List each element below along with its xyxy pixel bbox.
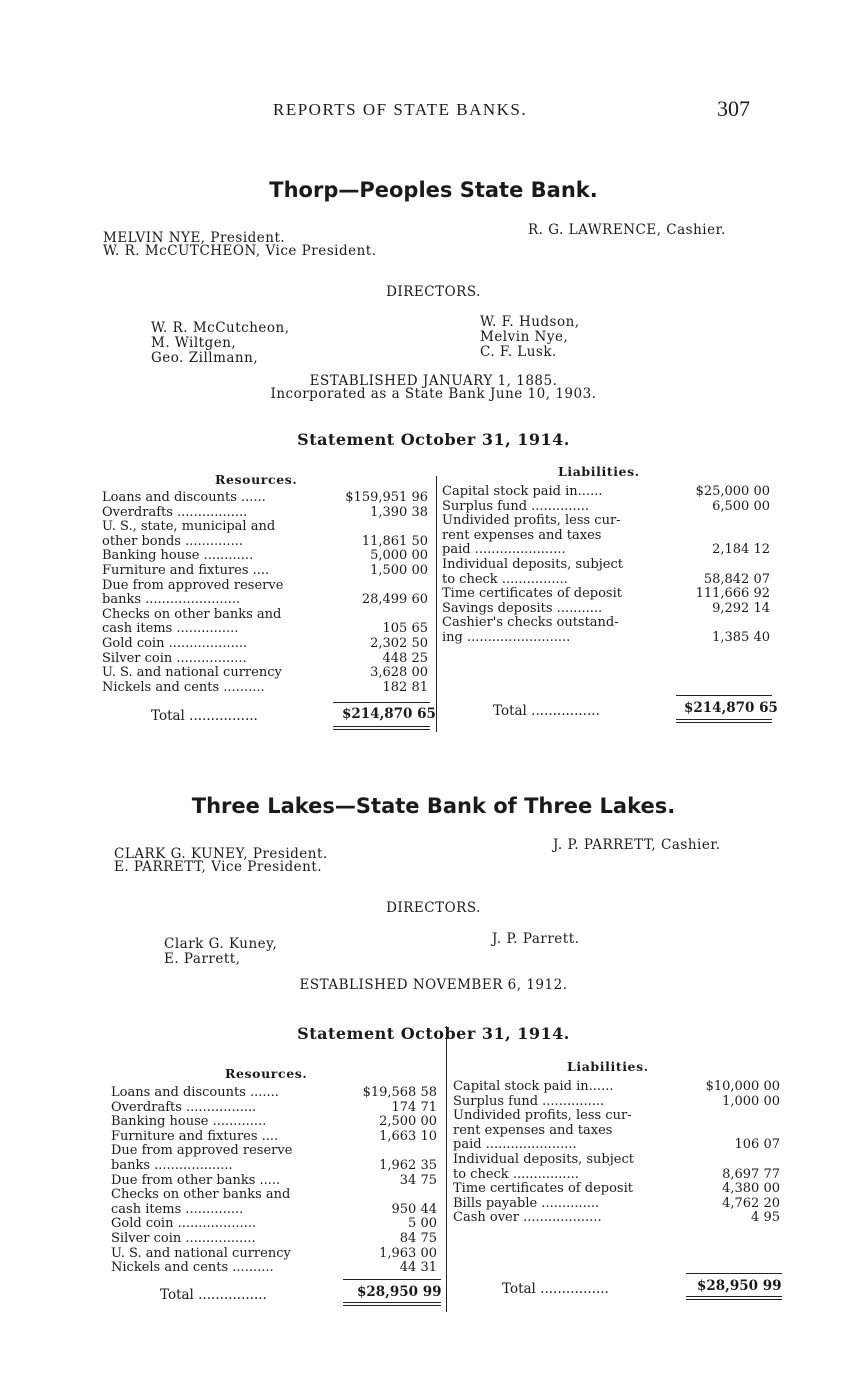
ledger-amount: 106 07 — [734, 1137, 780, 1153]
double-rule — [333, 726, 430, 730]
ledger-row — [111, 1143, 437, 1158]
ledger-label: rent expenses and taxes — [442, 527, 602, 543]
ledger-label: Banking house ............. — [111, 1114, 267, 1130]
ledger-amount: 44 31 — [399, 1260, 437, 1276]
director-name: Clark G. Kuney, — [164, 936, 278, 952]
director-name: Melvin Nye, — [480, 329, 569, 345]
ledger-label: banks ....................... — [102, 592, 241, 608]
ledger-row — [442, 513, 770, 528]
page-number: 307 — [717, 96, 750, 121]
resources-heading: Resources. — [225, 1066, 308, 1081]
ledger-amount: 58,842 07 — [703, 571, 770, 587]
ledger-label: Loans and discounts ...... — [102, 490, 266, 505]
ledger-label: to check ................ — [453, 1166, 579, 1182]
ledger-row — [102, 548, 428, 563]
director-name: E. Parrett, — [164, 951, 241, 967]
ledger-amount: 1,385 40 — [712, 630, 770, 645]
resources-total: $214,870 65 — [342, 706, 436, 722]
ledger-label: cash items .............. — [111, 1201, 244, 1217]
ledger-label: U. S. and national currency — [102, 665, 282, 681]
ledger-row — [102, 592, 428, 607]
ledger-label: rent expenses and taxes — [453, 1122, 613, 1138]
liabilities-heading: Liabilities. — [567, 1059, 649, 1074]
ledger-row — [442, 572, 770, 587]
double-rule — [686, 1296, 782, 1300]
total-rule — [686, 1273, 782, 1274]
ledger-label: Nickels and cents .......... — [111, 1260, 274, 1276]
liabilities-total: $28,950 99 — [697, 1278, 782, 1294]
ledger-amount: 3,628 00 — [370, 665, 428, 681]
ledger-amount: 1,390 38 — [370, 504, 428, 520]
director-name: J. P. Parrett. — [492, 931, 580, 947]
ledger-label: Loans and discounts ....... — [111, 1085, 279, 1100]
director-name: C. F. Lusk. — [480, 344, 557, 360]
ledger-label: Gold coin ................... — [102, 636, 248, 651]
bank-title: Three Lakes—State Bank of Three Lakes. — [191, 794, 676, 818]
ledger-row — [442, 528, 770, 543]
bank-vice-president: W. R. McCUTCHEON, Vice President. — [103, 243, 377, 259]
ledger-row — [442, 557, 770, 572]
total-rule — [676, 695, 772, 696]
ledger-row — [102, 651, 428, 666]
ledger-amount: 4,380 00 — [722, 1181, 780, 1197]
ledger-label: Bills payable .............. — [453, 1195, 600, 1211]
ledger-label: Surplus fund ............... — [453, 1093, 605, 1109]
ledger-row — [111, 1173, 437, 1188]
ledger-amount: 448 25 — [382, 650, 428, 666]
ledger-row — [453, 1079, 780, 1094]
ledger-amount: 1,000 00 — [722, 1093, 780, 1109]
ledger-amount: $10,000 00 — [705, 1079, 780, 1094]
ledger-amount: 182 81 — [382, 679, 428, 695]
director-name: W. R. McCutcheon, — [151, 320, 290, 336]
director-name: M. Wiltgen, — [151, 335, 237, 351]
ledger-label: U. S. and national currency — [111, 1245, 291, 1261]
ledger-label: to check ................ — [442, 571, 568, 587]
ledger-label: Individual deposits, subject — [442, 557, 623, 572]
double-rule — [343, 1302, 441, 1306]
ledger-label: paid ...................... — [453, 1137, 577, 1153]
ledger-label: Due from approved reserve — [111, 1143, 293, 1159]
ledger-row — [442, 542, 770, 557]
ledger-label: Furniture and fixtures .... — [111, 1128, 279, 1144]
ledger-amount: 1,663 10 — [379, 1128, 437, 1144]
ledger-label: Surplus fund .............. — [442, 498, 590, 514]
established-line: ESTABLISHED NOVEMBER 6, 1912. — [299, 977, 568, 993]
bank-president: CLARK G. KUNEY, President. — [114, 846, 328, 862]
director-name: W. F. Hudson, — [480, 314, 580, 330]
total-rule — [343, 1279, 441, 1280]
resources-total-label: Total ................ — [160, 1287, 267, 1303]
running-head: REPORTS OF STATE BANKS. — [273, 100, 528, 119]
ledger-amount: 105 65 — [382, 621, 428, 637]
ledger-amount: $159,951 96 — [345, 490, 428, 505]
ledger-row — [102, 505, 428, 520]
column-divider — [436, 476, 437, 732]
total-rule — [333, 702, 430, 703]
ledger-row — [102, 490, 428, 505]
ledger-row — [442, 499, 770, 514]
ledger-row — [111, 1202, 437, 1217]
liabilities-total-label: Total ................ — [502, 1281, 609, 1297]
ledger-row — [102, 680, 428, 695]
ledger-row — [102, 607, 428, 622]
ledger-row — [442, 615, 770, 630]
bank-title: Thorp—Peoples State Bank. — [269, 178, 598, 202]
incorporated-line: Incorporated as a State Bank June 10, 1903. — [270, 386, 597, 402]
ledger-label: Due from approved reserve — [102, 577, 284, 593]
ledger-amount: 84 75 — [399, 1231, 437, 1246]
ledger-amount: 11,861 50 — [361, 533, 428, 549]
resources-total-label: Total ................ — [151, 708, 258, 724]
ledger-amount: 1,962 35 — [379, 1158, 437, 1173]
ledger-row — [102, 636, 428, 651]
ledger-row — [102, 665, 428, 680]
ledger-row — [102, 534, 428, 549]
ledger-row — [111, 1260, 437, 1275]
bank-vice-president: E. PARRETT, Vice President. — [114, 859, 323, 875]
ledger-row — [111, 1231, 437, 1246]
ledger-row — [111, 1085, 437, 1100]
ledger-amount: 1,963 00 — [379, 1245, 437, 1261]
ledger-row — [102, 563, 428, 578]
ledger-label: Capital stock paid in...... — [442, 484, 603, 499]
ledger-label: Nickels and cents .......... — [102, 679, 265, 695]
ledger-amount: 174 71 — [391, 1099, 437, 1115]
ledger-label: Capital stock paid in...... — [453, 1079, 614, 1094]
ledger-amount: 4,762 20 — [722, 1195, 780, 1211]
directors-heading: DIRECTORS. — [386, 284, 481, 300]
ledger-row — [442, 484, 770, 499]
ledger-row — [453, 1152, 780, 1167]
liabilities-total: $214,870 65 — [684, 700, 778, 716]
ledger-row — [453, 1210, 780, 1225]
ledger-label: Savings deposits ........... — [442, 600, 603, 616]
column-divider — [446, 1026, 447, 1312]
ledger-label: Overdrafts ................. — [102, 504, 248, 520]
ledger-label: Time certificates of deposit — [453, 1181, 633, 1197]
resources-heading: Resources. — [215, 472, 298, 487]
ledger-row — [442, 630, 770, 645]
ledger-row — [111, 1216, 437, 1231]
ledger-label: Individual deposits, subject — [453, 1152, 634, 1167]
liabilities-total-label: Total ................ — [493, 703, 600, 719]
ledger-amount: $25,000 00 — [695, 484, 770, 499]
ledger-row — [111, 1114, 437, 1129]
ledger-label: Overdrafts ................. — [111, 1099, 257, 1115]
bank-cashier: J. P. PARRETT, Cashier. — [553, 837, 721, 853]
ledger-row — [453, 1196, 780, 1211]
ledger-amount: 4 95 — [751, 1210, 780, 1226]
double-rule — [676, 719, 772, 723]
ledger-label: Undivided profits, less cur- — [453, 1108, 632, 1124]
ledger-amount: 5,000 00 — [370, 548, 428, 564]
ledger-row — [453, 1108, 780, 1123]
liabilities-heading: Liabilities. — [558, 464, 640, 479]
ledger-label: Checks on other banks and — [111, 1187, 291, 1203]
ledger-label: banks ................... — [111, 1158, 233, 1173]
ledger-amount: 2,302 50 — [370, 636, 428, 651]
ledger-row — [111, 1100, 437, 1115]
ledger-row — [111, 1187, 437, 1202]
ledger-label: Checks on other banks and — [102, 606, 282, 622]
ledger-row — [102, 621, 428, 636]
ledger-amount: 5 00 — [408, 1216, 437, 1232]
ledger-amount: 2,500 00 — [379, 1114, 437, 1130]
ledger-label: Silver coin ................. — [102, 650, 247, 666]
ledger-row — [453, 1094, 780, 1109]
ledger-label: Undivided profits, less cur- — [442, 513, 621, 529]
ledger-label: ing ......................... — [442, 630, 571, 645]
bank-cashier: R. G. LAWRENCE, Cashier. — [528, 222, 726, 238]
established-line: ESTABLISHED JANUARY 1, 1885. — [309, 373, 558, 389]
ledger-label: paid ...................... — [442, 542, 566, 558]
statement-heading: Statement October 31, 1914. — [297, 430, 570, 449]
ledger-label: Cash over ................... — [453, 1210, 602, 1226]
ledger-label: Gold coin ................... — [111, 1216, 257, 1232]
ledger-label: other bonds .............. — [102, 533, 243, 549]
ledger-amount: 111,666 92 — [695, 586, 770, 602]
ledger-row — [102, 578, 428, 593]
ledger-row — [111, 1246, 437, 1261]
ledger-row — [442, 601, 770, 616]
ledger-label: U. S., state, municipal and — [102, 519, 276, 535]
ledger-amount: 9,292 14 — [712, 600, 770, 616]
ledger-amount: 6,500 00 — [712, 498, 770, 514]
ledger-label: Time certificates of deposit — [442, 586, 622, 602]
ledger-row — [102, 519, 428, 534]
statement-heading: Statement October 31, 1914. — [297, 1024, 570, 1043]
ledger-label: cash items ............... — [102, 621, 239, 637]
resources-total: $28,950 99 — [357, 1284, 442, 1300]
ledger-amount: $19,568 58 — [362, 1085, 437, 1100]
ledger-label: Silver coin ................. — [111, 1231, 256, 1246]
bank-president: MELVIN NYE, President. — [103, 230, 286, 246]
ledger-row — [453, 1137, 780, 1152]
ledger-amount: 2,184 12 — [712, 542, 770, 558]
ledger-label: Banking house ............ — [102, 548, 254, 564]
ledger-label: Due from other banks ..... — [111, 1172, 281, 1188]
ledger-row — [453, 1167, 780, 1182]
ledger-row — [442, 586, 770, 601]
ledger-label: Cashier's checks outstand- — [442, 615, 619, 631]
director-name: Geo. Zillmann, — [151, 350, 259, 366]
ledger-amount: 8,697 77 — [722, 1166, 780, 1182]
ledger-label: Furniture and fixtures .... — [102, 563, 270, 578]
ledger-row — [111, 1158, 437, 1173]
ledger-amount: 1,500 00 — [370, 563, 428, 578]
ledger-row — [453, 1123, 780, 1138]
ledger-row — [453, 1181, 780, 1196]
directors-heading: DIRECTORS. — [386, 900, 481, 916]
ledger-amount: 28,499 60 — [361, 592, 428, 608]
ledger-amount: 950 44 — [391, 1201, 437, 1217]
ledger-row — [111, 1129, 437, 1144]
ledger-amount: 34 75 — [399, 1172, 437, 1188]
